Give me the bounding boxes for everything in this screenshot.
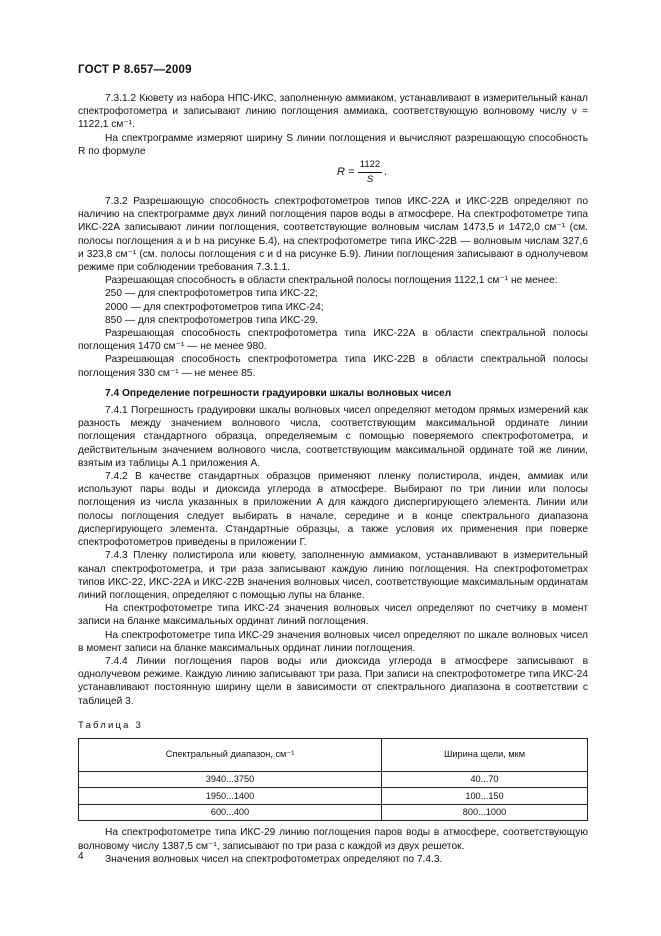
paragraph-7-3-1-2: 7.3.1.2 Кювету из набора НПС-ИКС, заполненную аммиаком, устанавливают в измерительный канал спектрофотометра и записывают линию поглощения аммиака, соответствующую волновому числу ν = 1122,1 см⁻¹. bbox=[78, 93, 588, 131]
page-number: 4 bbox=[78, 851, 84, 862]
table-cell-width: 40...70 bbox=[382, 771, 588, 788]
section-7-4-title: 7.4 Определение погрешности градуировки шкалы волновых чисел bbox=[105, 387, 452, 399]
table-cell-range: 1950...1400 bbox=[79, 788, 382, 805]
paragraph-ics22a-resolution: Разрешающая способность спектрофотометра типа ИКС-22А в области спектральной полосы поглощения 1470 см⁻¹ — не менее 980. bbox=[78, 328, 588, 353]
paragraph-7-4-3-ics29: На спектрофотометре типа ИКС-29 значения волновых чисел определяют по шкале волновых чисел в момент записи на бланке максимальных ординат линии поглощения. bbox=[78, 629, 588, 654]
paragraph-7-4-3-ics24: На спектрофотометре типа ИКС-24 значения волновых чисел определяют по счетчику в момент записи на бланке максимальных ординат линий поглощения. bbox=[78, 603, 588, 628]
document-header: ГОСТ Р 8.657—2009 bbox=[78, 64, 192, 76]
paragraph-7-3-2: 7.3.2 Разрешающую способность спектрофотометров типов ИКС-22А и ИКС-22В определяют по наличию на спектрограмме двух линий поглощения паров воды в атмосфере. На спектрофотометре типа ИКС-22А записывают линии поглощения, соответствующие волновым числам 1473,5 и 1472,0 см⁻¹ (см. полосы поглощения a и b на рисунке Б.4), на спектрофотометре типа ИКС-22В — волновым числам 327,6 и 323,8 см⁻¹ (см. полосы поглощения c и d на рисунке Б.9). Линии поглощения записывают в однолучевом режиме при соблюдении требования 7.3.1.1. bbox=[78, 196, 588, 274]
paragraph-7-4-3: 7.4.3 Пленку полистирола или кювету, заполненную аммиаком, устанавливают в измерительный канал спектрофотометра, и три раза записывают каждую линию поглощения. На спектрофотометрах типов ИКС-22, ИКС-22А и ИКС-22В значения волновых чисел, соответствующие максимальным ординатам линий поглощения, определяют с помощью лупы на бланке. bbox=[78, 550, 588, 601]
list-item-ics22: 250 — для спектрофотометров типа ИКС-22; bbox=[105, 288, 318, 300]
formula-fraction bbox=[358, 159, 382, 186]
paragraph-ics22b-resolution: Разрешающая способность спектрофотометра типа ИКС-22В в области спектральной полосы поглощения 330 см⁻¹ — не менее 85. bbox=[78, 354, 588, 379]
paragraph-7-4-4: 7.4.4 Линии поглощения паров воды или диоксида углерода в атмосфере записывают в однолучевом режиме. Каждую линию записывают три раза. При записи на спектрофотометре типа ИКС-24 устанавливают постоянную ширину щели в зависимости от спектрального диапазона в соответствии с таблицей 3. bbox=[78, 655, 588, 707]
formula-lhs: R = bbox=[337, 166, 355, 179]
resolution-formula bbox=[78, 159, 588, 189]
paragraph-7-4-2: 7.4.2 В качестве стандартных образцов применяют пленку полистирола, инден, аммиак или используют пары воды и диоксида углерода в атмосфере. Выбирают по три линии или полосы поглощения из числа указанных в приложении А для каждого диспергирующего элемента. Линии или полосы поглощения следует выбирать в начале, середине и в конце спектрального диапазона диспергирующего элемента. Стандартные образцы, а также условия их применения при поверке спектрофотометров приведены в приложении Г. bbox=[78, 471, 588, 549]
formula-denominator: S bbox=[366, 174, 374, 186]
paragraph-ics29-water: На спектрофотометре типа ИКС-29 линию поглощения паров воды в атмосфере, соответствующую волновому числу 1387,5 см⁻¹, записывают по три раза с каждой из двух решеток. bbox=[78, 827, 588, 852]
paragraph-resolution-intro: Разрешающая способность в области спектральной полосы поглощения 1122,1 см⁻¹ не менее: bbox=[105, 275, 558, 287]
table-header-row bbox=[79, 738, 588, 771]
table-row bbox=[79, 788, 588, 805]
document-body bbox=[78, 92, 588, 866]
table-3 bbox=[78, 738, 588, 822]
table-row bbox=[79, 771, 588, 788]
paragraph-wavenumber-ref: Значения волновых чисел на спектрофотометрах определяют по 7.4.3. bbox=[105, 853, 443, 865]
paragraph-7-3-1-2-cont: На спектрограмме измеряют ширину S линии поглощения и вычисляют разрешающую способность R по формуле bbox=[78, 132, 588, 157]
list-item-ics29: 850 — для спектрофотометров типа ИКС-29. bbox=[105, 314, 318, 326]
table-cell-range: 3940...3750 bbox=[79, 771, 382, 788]
formula-period: . bbox=[384, 166, 388, 179]
table-row bbox=[79, 804, 588, 821]
table-header-spectral-range: Спектральный диапазон, см⁻¹ bbox=[79, 738, 382, 771]
table-cell-width: 800...1000 bbox=[382, 804, 588, 821]
table-cell-width: 100...150 bbox=[382, 788, 588, 805]
paragraph-7-4-1: 7.4.1 Погрешность градуировки шкалы волновых чисел определяют методом прямых измерений как разность между значением волнового числа, соответствующим максимальной ординате линии поглощения стандартного образца, определяемым с помощью поверяемого спектрофотометра, и действительным значением волнового числа, соответствующим максимальной ординате той же линии, взятым из таблицы А.1 приложения А. bbox=[78, 405, 588, 469]
table-3-caption: Таблица 3 bbox=[78, 719, 143, 731]
table-cell-range: 600...400 bbox=[79, 804, 382, 821]
table-header-slit-width: Ширина щели, мкм bbox=[382, 738, 588, 771]
formula-numerator: 1122 bbox=[358, 159, 382, 173]
list-item-ics24: 2000 — для спектрофотометров типа ИКС-24; bbox=[105, 301, 324, 313]
